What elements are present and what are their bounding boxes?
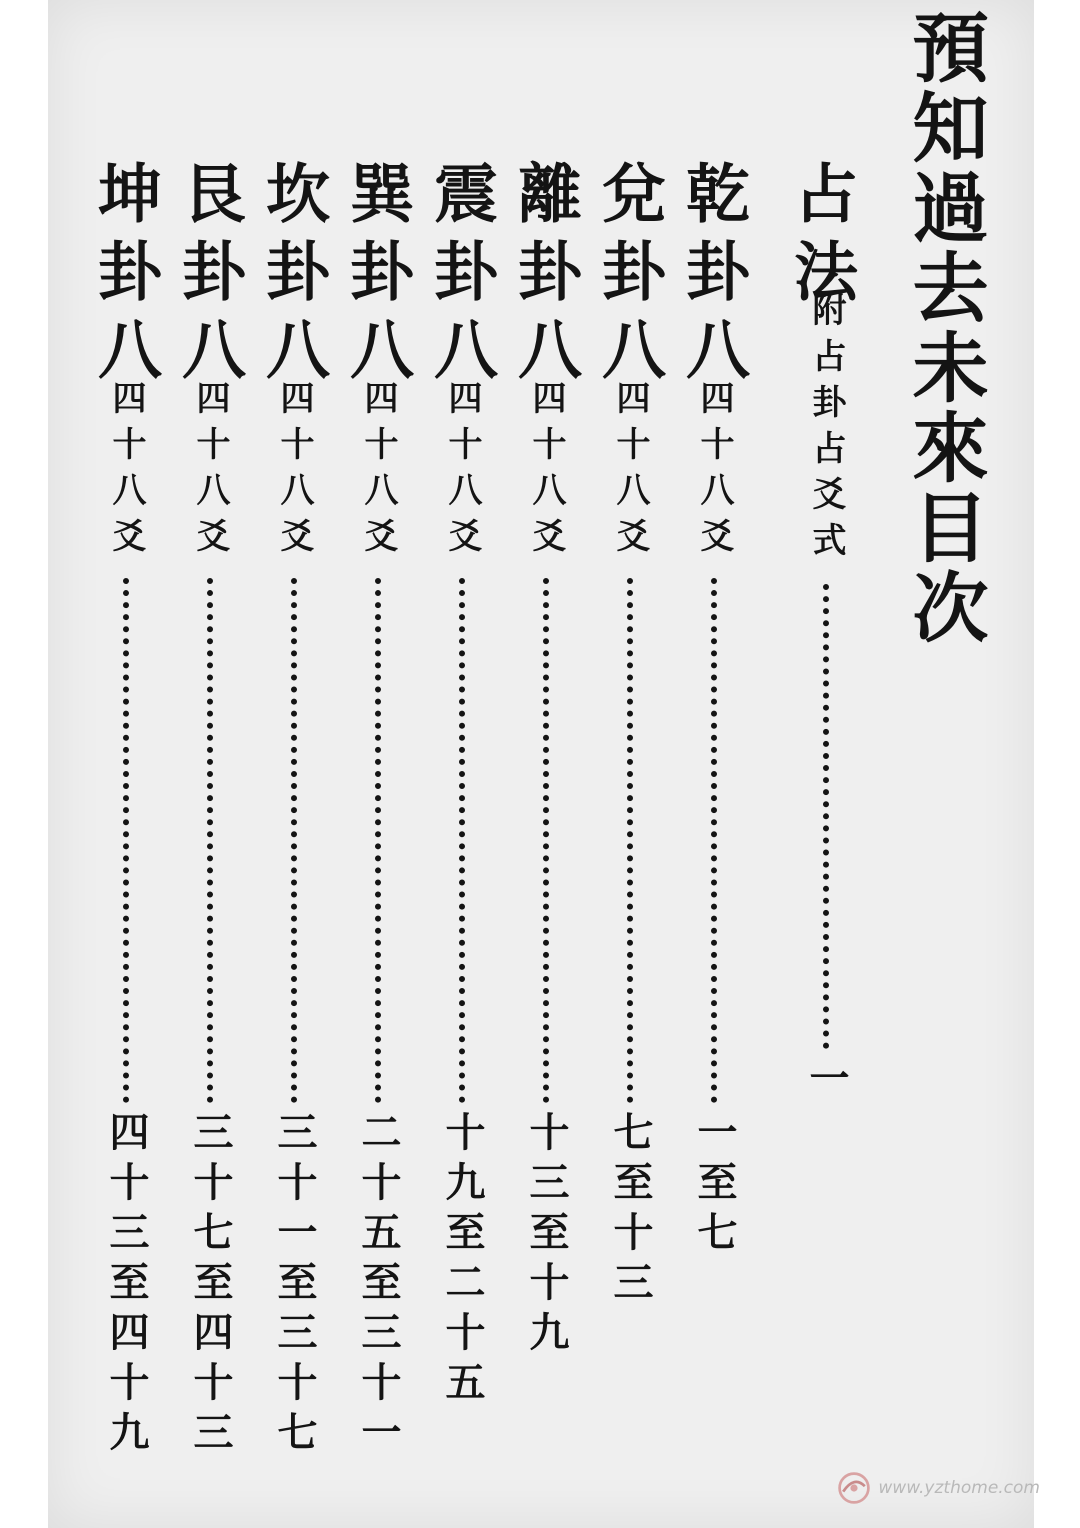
entry-subtitle: 四十八爻 [610,380,650,564]
leader-dots [627,578,633,1103]
toc-entry-kun-detail [103,380,150,1461]
watermark [836,1470,1040,1506]
toc-entry-li-detail [523,380,570,1361]
leader-dots [711,578,717,1103]
toc-entry-zhen-detail [439,380,486,1411]
leader-dots [543,578,549,1103]
watermark-url: www.yzthome.com [878,1478,1040,1498]
entry-heading: 離卦八 [507,160,582,394]
toc-entry-xun[interactable] [339,160,414,394]
toc-entry-zhanfa-detail [803,292,850,1107]
entry-heading: 震卦八 [423,160,498,394]
toc-entry-qian-detail [691,380,738,1261]
entry-subtitle: 四十八爻 [190,380,230,564]
leader-dots [459,578,465,1103]
entry-page-range: 一 [803,1057,850,1107]
entry-heading: 坤卦八 [87,160,162,394]
entry-subtitle: 四十八爻 [442,380,482,564]
entry-subtitle: 四十八爻 [358,380,398,564]
entry-page-range: 十三至十九 [523,1111,570,1361]
leader-dots [823,584,829,1049]
entry-page-range: 七至十三 [607,1111,654,1311]
entry-subtitle: 四十八爻 [106,380,146,564]
toc-entry-gen-detail [187,380,234,1461]
toc-title-column [900,8,989,648]
toc-entry-dui-detail [607,380,654,1311]
toc-entry-kun[interactable] [87,160,162,394]
leader-dots [375,578,381,1103]
toc-entry-li[interactable] [507,160,582,394]
toc-entry-xun-detail [355,380,402,1461]
entry-subtitle: 四十八爻 [694,380,734,564]
entry-heading: 兌卦八 [591,160,666,394]
leader-dots [123,578,129,1103]
entry-page-range: 十九至二十五 [439,1111,486,1411]
entry-page-range: 二十五至三十一 [355,1111,402,1461]
leader-dots [207,578,213,1103]
entry-heading: 坎卦八 [255,160,330,394]
entry-page-range: 一至七 [691,1111,738,1261]
leader-dots [291,578,297,1103]
site-logo-icon [836,1470,872,1506]
toc-entry-dui[interactable] [591,160,666,394]
toc-entry-gen[interactable] [171,160,246,394]
entry-heading: 艮卦八 [171,160,246,394]
entry-heading: 乾卦八 [675,160,750,394]
toc-entry-zhen[interactable] [423,160,498,394]
toc-entry-qian[interactable] [675,160,750,394]
toc-title: 預知過去未來目次 [900,8,989,648]
entry-page-range: 三十一至三十七 [271,1111,318,1461]
entry-subtitle: 四十八爻 [274,380,314,564]
entry-page-range: 三十七至四十三 [187,1111,234,1461]
entry-subtitle: 附占卦占爻式 [806,292,846,568]
entry-heading: 巽卦八 [339,160,414,394]
toc-entry-kan[interactable] [255,160,330,394]
entry-heading: 占法 [783,160,858,316]
toc-entry-kan-detail [271,380,318,1461]
entry-subtitle: 四十八爻 [526,380,566,564]
entry-page-range: 四十三至四十九 [103,1111,150,1461]
